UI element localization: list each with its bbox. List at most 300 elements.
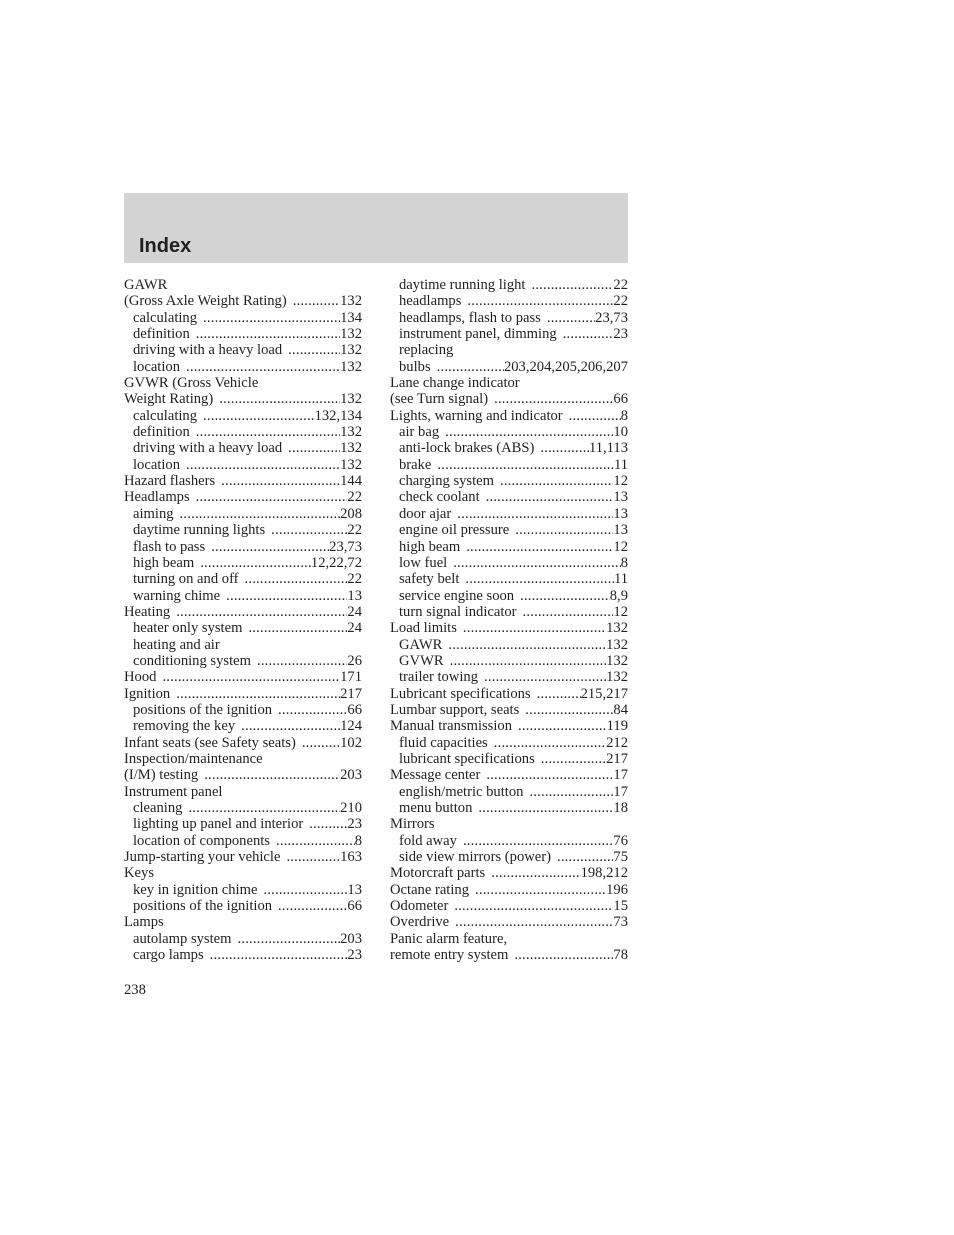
index-subentry <box>390 342 628 358</box>
dot-leader <box>303 816 347 832</box>
entry-page-ref: 18 <box>613 800 628 816</box>
index-entry <box>390 816 628 832</box>
entry-page-ref: 23 <box>613 326 628 343</box>
dot-leader <box>557 326 614 342</box>
entry-page-ref: 203 <box>340 767 362 784</box>
entry-label: GVWR (Gross Vehicle <box>124 375 259 392</box>
entry-page-ref: 132 <box>340 391 362 408</box>
index-entry <box>390 931 628 947</box>
entry-page-ref: 12 <box>613 603 628 620</box>
entry-label: Hazard flashers <box>124 473 216 490</box>
entry-page-ref: 66 <box>613 391 628 408</box>
index-entry <box>390 947 628 963</box>
entry-label: high beam <box>399 538 461 555</box>
index-subentry <box>390 751 628 767</box>
index-entry <box>390 686 628 702</box>
entry-page-ref: 22 <box>347 571 362 588</box>
index-subentry <box>124 310 362 326</box>
entry-label: warning chime <box>133 587 221 604</box>
entry-label: Heating <box>124 603 171 620</box>
entry-page-ref: 13 <box>347 881 362 898</box>
entry-label: anti-lock brakes (ABS) <box>399 440 535 457</box>
dot-leader <box>242 620 347 636</box>
entry-label: Lane change indicator <box>390 375 520 392</box>
index-entry <box>124 669 362 685</box>
entry-label: location of components <box>133 832 270 849</box>
dot-leader <box>265 522 347 538</box>
index-entry <box>390 898 628 914</box>
entry-label: daytime running lights <box>133 522 266 539</box>
index-entry <box>390 882 628 898</box>
entry-page-ref: 217 <box>340 685 362 702</box>
dot-leader <box>182 800 340 816</box>
dot-leader <box>519 702 613 718</box>
index-subentry <box>124 718 362 734</box>
index-subentry <box>390 539 628 555</box>
dot-leader <box>461 293 613 309</box>
index-entry <box>124 784 362 800</box>
dot-leader <box>509 522 613 538</box>
index-subentry <box>390 653 628 669</box>
index-subentry <box>124 326 362 342</box>
dot-leader <box>480 489 614 505</box>
dot-leader <box>235 718 340 734</box>
dot-leader <box>541 310 595 326</box>
index-entry <box>124 751 362 767</box>
dot-leader <box>198 767 340 783</box>
index-subentry <box>390 669 628 685</box>
index-subentry <box>124 833 362 849</box>
index-subentry <box>390 833 628 849</box>
entry-label: lighting up panel and interior <box>133 816 304 833</box>
index-subentry <box>124 947 362 963</box>
index-entry <box>124 604 362 620</box>
dot-leader <box>180 457 340 473</box>
index-subentry <box>390 489 628 505</box>
index-entry <box>390 767 628 783</box>
entry-page-ref: 84 <box>613 701 628 718</box>
entry-page-ref: 13 <box>347 587 362 604</box>
index-entry <box>390 718 628 734</box>
entry-page-ref: 75 <box>613 849 628 866</box>
dot-leader <box>523 784 613 800</box>
index-entry <box>390 865 628 881</box>
entry-label: replacing <box>399 342 454 359</box>
index-subentry <box>124 457 362 473</box>
index-subentry <box>390 735 628 751</box>
dot-leader <box>282 342 340 358</box>
entry-label: Weight Rating) <box>124 391 214 408</box>
entry-page-ref: 132 <box>340 456 362 473</box>
entry-page-ref: 132,134 <box>314 407 362 424</box>
entry-label: heater only system <box>133 620 243 637</box>
index-subentry <box>124 440 362 456</box>
dot-leader <box>194 555 311 571</box>
index-subentry <box>390 588 628 604</box>
index-subentry <box>124 522 362 538</box>
index-subentry <box>124 408 362 424</box>
entry-label: autolamp system <box>133 930 232 947</box>
entry-label: Hood <box>124 669 157 686</box>
entry-label: Manual transmission <box>390 718 513 735</box>
entry-label: Headlamps <box>124 489 190 506</box>
entry-label: fold away <box>399 832 457 849</box>
page-title: Index <box>139 235 192 257</box>
entry-page-ref: 132 <box>340 440 362 457</box>
entry-label: definition <box>133 326 190 343</box>
index-subentry <box>124 931 362 947</box>
index-entry <box>124 865 362 881</box>
dot-leader <box>478 669 606 685</box>
entry-label: calculating <box>133 309 198 326</box>
index-subentry <box>124 539 362 555</box>
index-subentry <box>390 473 628 489</box>
entry-page-ref: 212 <box>606 734 628 751</box>
index-subentry <box>390 440 628 456</box>
entry-page-ref: 8,9 <box>609 587 628 604</box>
entry-label: Motorcraft parts <box>390 865 486 882</box>
entry-page-ref: 24 <box>347 620 362 637</box>
index-entry <box>390 375 628 391</box>
entry-label: daytime running light <box>399 277 526 293</box>
entry-page-ref: 78 <box>613 947 628 964</box>
index-entry <box>124 375 362 391</box>
entry-page-ref: 22 <box>347 522 362 539</box>
index-subentry <box>390 457 628 473</box>
index-subentry <box>390 326 628 342</box>
entry-label: headlamps <box>399 293 462 310</box>
entry-label: service engine soon <box>399 587 515 604</box>
dot-leader <box>534 440 589 456</box>
entry-page-ref: 13 <box>613 489 628 506</box>
dot-leader <box>197 408 315 424</box>
entry-label: Inspection/maintenance <box>124 750 263 767</box>
index-subentry <box>124 653 362 669</box>
entry-page-ref: 132 <box>340 342 362 359</box>
entry-page-ref: 132 <box>340 293 362 310</box>
index-subentry <box>390 800 628 816</box>
entry-label: calculating <box>133 407 198 424</box>
index-subentry <box>124 571 362 587</box>
dot-leader <box>447 555 620 571</box>
entry-label: GAWR <box>124 277 168 293</box>
dot-leader <box>439 424 613 440</box>
entry-label: lubricant specifications <box>399 750 535 767</box>
entry-page-ref: 23 <box>347 947 362 964</box>
entry-label: Lumbar support, seats <box>390 701 520 718</box>
entry-label: check coolant <box>399 489 480 506</box>
entry-label: door ajar <box>399 505 452 522</box>
dot-leader <box>190 489 348 505</box>
index-subentry <box>124 620 362 636</box>
entry-label: high beam <box>133 554 195 571</box>
entry-page-ref: 119 <box>606 718 628 735</box>
index-subentry <box>124 702 362 718</box>
entry-page-ref: 8 <box>620 554 628 571</box>
entry-label: remote entry system <box>390 947 509 964</box>
dot-leader <box>488 391 613 407</box>
index-subentry <box>124 816 362 832</box>
entry-page-ref: 134 <box>340 309 362 326</box>
entry-page-ref: 12 <box>613 538 628 555</box>
dot-leader <box>480 767 613 783</box>
index-subentry <box>390 293 628 309</box>
entry-label: Odometer <box>390 898 449 915</box>
entry-page-ref: 203 <box>340 930 362 947</box>
entry-label: fluid capacities <box>399 734 488 751</box>
entry-label: english/metric button <box>399 783 524 800</box>
index-entry <box>124 735 362 751</box>
entry-label: driving with a heavy load <box>133 440 283 457</box>
dot-leader <box>535 751 606 767</box>
dot-leader <box>170 604 347 620</box>
dot-leader <box>213 391 340 407</box>
entry-page-ref: 102 <box>340 734 362 751</box>
index-subentry <box>390 522 628 538</box>
entry-page-ref: 163 <box>340 849 362 866</box>
entry-page-ref: 144 <box>340 473 362 490</box>
entry-label: heating and air <box>133 636 220 653</box>
entry-label: GVWR <box>399 652 444 669</box>
dot-leader <box>272 898 347 914</box>
index-subentry <box>124 342 362 358</box>
entry-label: Mirrors <box>390 816 435 833</box>
entry-page-ref: 8 <box>620 407 628 424</box>
index-subentry <box>124 506 362 522</box>
dot-leader <box>531 686 581 702</box>
entry-label: cargo lamps <box>133 947 204 964</box>
entry-label: menu button <box>399 800 473 816</box>
index-subentry <box>390 277 628 293</box>
dot-leader <box>204 947 348 963</box>
dot-leader <box>280 849 340 865</box>
entry-page-ref: 22 <box>347 489 362 506</box>
entry-page-ref: 12,22,72 <box>310 554 362 571</box>
index-subentry <box>390 310 628 326</box>
entry-label: trailer towing <box>399 669 479 686</box>
entry-page-ref: 198,212 <box>580 865 628 882</box>
entry-page-ref: 208 <box>340 505 362 522</box>
index-subentry <box>390 555 628 571</box>
entry-page-ref: 132 <box>340 424 362 441</box>
dot-leader <box>469 882 606 898</box>
index-entry <box>390 391 628 407</box>
entry-label: conditioning system <box>133 652 251 669</box>
entry-page-ref: 17 <box>613 783 628 800</box>
dot-leader <box>449 914 613 930</box>
entry-label: Keys <box>124 865 154 882</box>
entry-label: brake <box>399 456 432 473</box>
dot-leader <box>494 473 613 489</box>
entry-label: Lubricant specifications <box>390 685 531 702</box>
dot-leader <box>442 637 606 653</box>
entry-page-ref: 132 <box>606 620 628 637</box>
dot-leader <box>431 359 504 375</box>
index-subentry <box>390 424 628 440</box>
dot-leader <box>272 702 347 718</box>
dot-leader <box>459 571 614 587</box>
index-entry <box>390 914 628 930</box>
entry-page-ref: 132 <box>606 636 628 653</box>
dot-leader <box>170 686 340 702</box>
entry-label: turn signal indicator <box>399 603 517 620</box>
dot-leader <box>448 898 613 914</box>
index-entry <box>390 620 628 636</box>
entry-label: driving with a heavy load <box>133 342 283 359</box>
entry-label: Panic alarm feature, <box>390 930 508 947</box>
entry-page-ref: 124 <box>340 718 362 735</box>
entry-label: Octane rating <box>390 881 470 898</box>
entry-page-ref: 23,73 <box>595 309 628 326</box>
index-subentry <box>390 506 628 522</box>
entry-label: Message center <box>390 767 481 784</box>
dot-leader <box>232 931 341 947</box>
entry-label: Overdrive <box>390 914 450 931</box>
dot-leader <box>517 604 614 620</box>
dot-leader <box>239 571 348 587</box>
dot-leader <box>488 735 606 751</box>
entry-label: removing the key <box>133 718 236 735</box>
entry-label: key in ignition chime <box>133 881 258 898</box>
entry-page-ref: 22 <box>613 277 628 293</box>
index-column-left <box>124 277 362 963</box>
index-subentry <box>124 800 362 816</box>
entry-label: charging system <box>399 473 494 490</box>
index-subentry <box>124 898 362 914</box>
entry-label: flash to pass <box>133 538 206 555</box>
entry-label: Jump-starting your vehicle <box>124 849 281 866</box>
dot-leader <box>190 424 340 440</box>
entry-page-ref: 17 <box>613 767 628 784</box>
dot-leader <box>270 833 355 849</box>
entry-label: instrument panel, dimming <box>399 326 557 343</box>
dot-leader <box>563 408 621 424</box>
dot-leader <box>251 653 347 669</box>
entry-page-ref: 15 <box>613 898 628 915</box>
index-entry <box>390 702 628 718</box>
entry-label: (I/M) testing <box>124 767 199 784</box>
dot-leader <box>472 800 613 816</box>
entry-label: Ignition <box>124 685 171 702</box>
entry-page-ref: 203,204,205,206,207 <box>503 358 628 375</box>
entry-page-ref: 22 <box>613 293 628 310</box>
entry-label: Infant seats (see Safety seats) <box>124 734 296 751</box>
dot-leader <box>287 293 340 309</box>
entry-page-ref: 8 <box>354 832 362 849</box>
entry-page-ref: 13 <box>613 505 628 522</box>
dot-leader <box>220 588 347 604</box>
dot-leader <box>257 882 347 898</box>
index-column-right <box>390 277 628 963</box>
entry-page-ref: 196 <box>606 881 628 898</box>
entry-label: definition <box>133 424 190 441</box>
dot-leader <box>444 653 607 669</box>
dot-leader <box>551 849 613 865</box>
index-subentry <box>124 882 362 898</box>
index-subentry <box>124 555 362 571</box>
index-subentry <box>390 604 628 620</box>
dot-leader <box>156 669 340 685</box>
index-entry <box>124 391 362 407</box>
entry-label: positions of the ignition <box>133 898 273 915</box>
index-subentry <box>124 637 362 653</box>
entry-label: location <box>133 358 181 375</box>
dot-leader <box>174 506 341 522</box>
entry-label: Lights, warning and indicator <box>390 407 563 424</box>
page-number: 238 <box>124 982 146 998</box>
dot-leader <box>215 473 340 489</box>
index-entry <box>124 293 362 309</box>
entry-page-ref: 132 <box>606 669 628 686</box>
entry-page-ref: 132 <box>340 358 362 375</box>
entry-page-ref: 11 <box>613 456 628 473</box>
index-entry <box>124 849 362 865</box>
index-entry <box>390 408 628 424</box>
entry-page-ref: 24 <box>347 603 362 620</box>
dot-leader <box>197 310 340 326</box>
index-subentry <box>390 637 628 653</box>
index-entry <box>124 914 362 930</box>
entry-label: safety belt <box>399 571 460 588</box>
entry-label: side view mirrors (power) <box>399 849 551 866</box>
index-entry <box>124 473 362 489</box>
entry-page-ref: 23,73 <box>329 538 362 555</box>
entry-page-ref: 23 <box>347 816 362 833</box>
index-subentry <box>124 424 362 440</box>
dot-leader <box>460 539 613 555</box>
entry-page-ref: 132 <box>606 652 628 669</box>
entry-label: Load limits <box>390 620 457 637</box>
dot-leader <box>457 620 606 636</box>
dot-leader <box>508 947 613 963</box>
index-subentry <box>390 359 628 375</box>
entry-page-ref: 73 <box>613 914 628 931</box>
entry-label: air bag <box>399 424 440 441</box>
entry-page-ref: 66 <box>347 701 362 718</box>
index-entry <box>124 489 362 505</box>
dot-leader <box>451 506 613 522</box>
dot-leader <box>180 359 340 375</box>
entry-page-ref: 10 <box>613 424 628 441</box>
entry-label: positions of the ignition <box>133 701 273 718</box>
entry-page-ref: 11,113 <box>588 440 628 457</box>
dot-leader <box>512 718 607 734</box>
index-subentry <box>124 588 362 604</box>
entry-page-ref: 217 <box>606 750 628 767</box>
index-entry <box>124 767 362 783</box>
index-entry <box>124 686 362 702</box>
dot-leader <box>457 833 613 849</box>
entry-label: turning on and off <box>133 571 239 588</box>
entry-label: low fuel <box>399 554 448 571</box>
dot-leader <box>431 457 614 473</box>
dot-leader <box>485 865 580 881</box>
dot-leader <box>205 539 329 555</box>
entry-page-ref: 11 <box>613 571 628 588</box>
entry-page-ref: 171 <box>340 669 362 686</box>
entry-page-ref: 210 <box>340 800 362 816</box>
entry-label: Instrument panel <box>124 783 223 800</box>
index-entry <box>124 277 362 293</box>
entry-page-ref: 132 <box>340 326 362 343</box>
index-subentry <box>124 359 362 375</box>
entry-page-ref: 76 <box>613 832 628 849</box>
entry-page-ref: 13 <box>613 522 628 539</box>
entry-label: GAWR <box>399 636 443 653</box>
dot-leader <box>514 588 610 604</box>
index-subentry <box>390 784 628 800</box>
index-subentry <box>390 571 628 587</box>
